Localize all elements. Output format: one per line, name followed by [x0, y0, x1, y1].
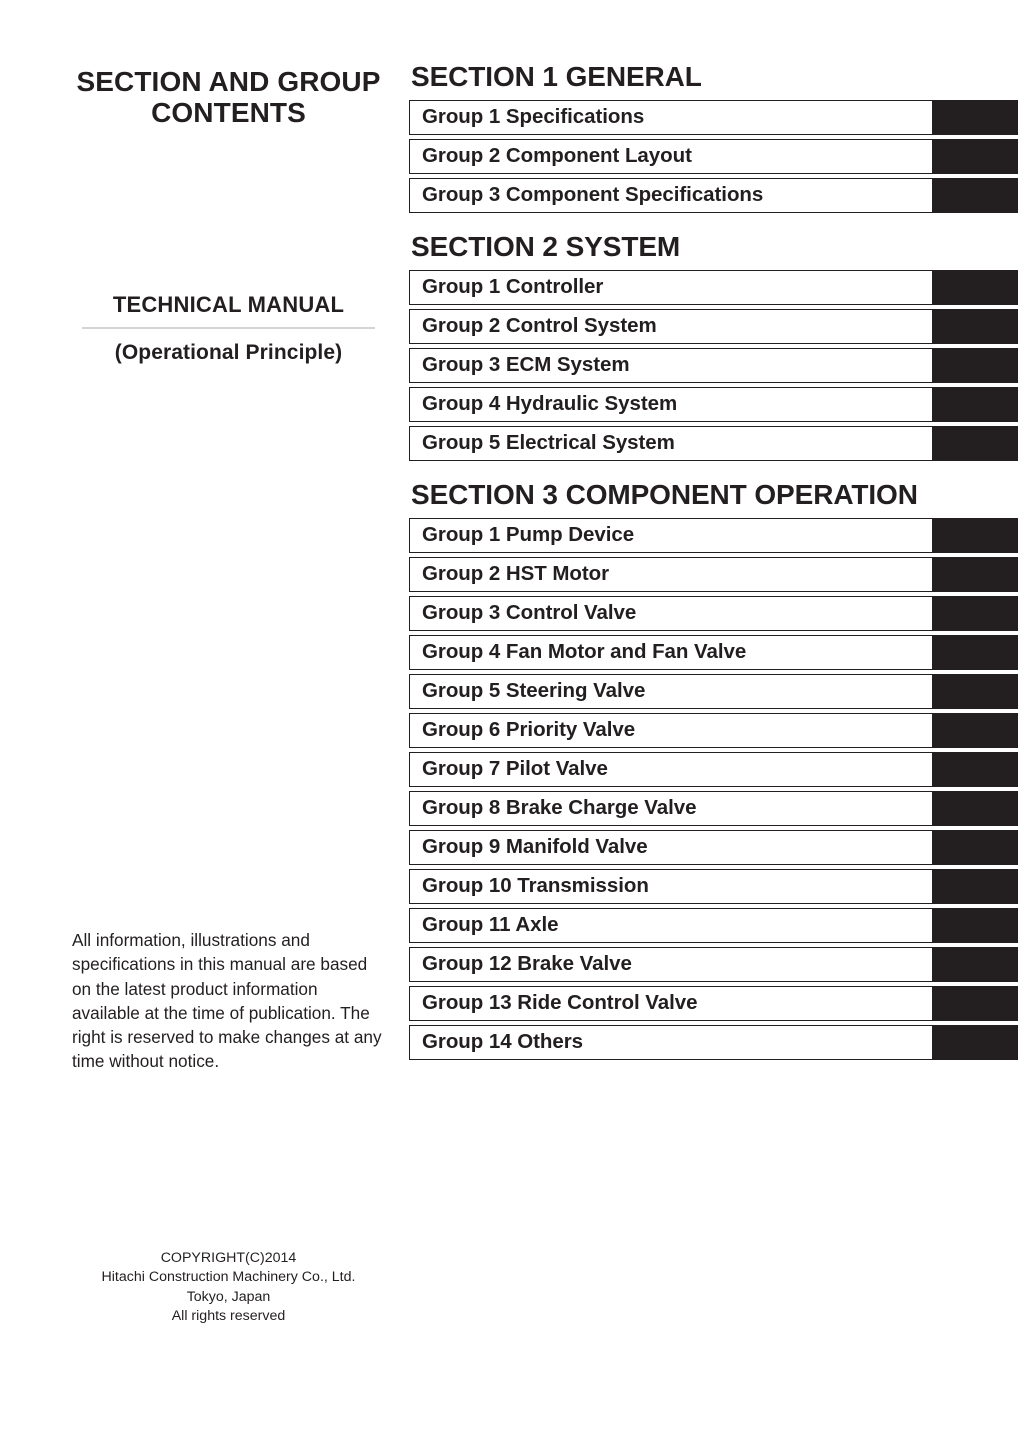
- group-row[interactable]: [409, 518, 1024, 553]
- section-thumb-tab: [932, 309, 1018, 344]
- group-box[interactable]: [409, 139, 933, 174]
- section-block: [409, 465, 1024, 1060]
- group-row[interactable]: [409, 635, 1024, 670]
- group-label: Group 11 Axle: [422, 913, 559, 937]
- section-thumb-tab: [932, 830, 1018, 865]
- left-column: [56, 0, 401, 1447]
- group-row[interactable]: [409, 270, 1024, 305]
- section-thumb-tab: [932, 869, 1018, 904]
- manual-block: [56, 292, 401, 365]
- group-row[interactable]: [409, 348, 1024, 383]
- group-box[interactable]: [409, 635, 933, 670]
- section-thumb-tab: [932, 596, 1018, 631]
- page-title-line-2: CONTENTS: [151, 97, 306, 129]
- section-thumb-tab: [932, 713, 1018, 748]
- group-label: Group 6 Priority Valve: [422, 718, 636, 742]
- section-thumb-tab: [932, 674, 1018, 709]
- group-label: Group 13 Ride Control Valve: [422, 991, 698, 1015]
- section-block: [409, 217, 1024, 461]
- section-thumb-tab: [932, 178, 1018, 213]
- section-thumb-tab: [932, 791, 1018, 826]
- group-box[interactable]: [409, 713, 933, 748]
- group-label: Group 3 Component Specifications: [422, 183, 764, 207]
- group-row[interactable]: [409, 309, 1024, 344]
- group-row[interactable]: [409, 596, 1024, 631]
- copyright-block: [56, 1249, 401, 1326]
- section-thumb-tab: [932, 426, 1018, 461]
- group-label: Group 5 Steering Valve: [422, 679, 646, 703]
- section-thumb-tab: [932, 752, 1018, 787]
- group-box[interactable]: [409, 596, 933, 631]
- group-row[interactable]: [409, 139, 1024, 174]
- section-thumb-tab: [932, 387, 1018, 422]
- section-block: [409, 0, 1024, 213]
- group-label: Group 7 Pilot Valve: [422, 757, 608, 781]
- group-row[interactable]: [409, 791, 1024, 826]
- section-thumb-tab: [932, 100, 1018, 135]
- group-label: Group 3 ECM System: [422, 353, 630, 377]
- section-thumb-tab: [932, 348, 1018, 383]
- group-label: Group 1 Controller: [422, 275, 604, 299]
- group-box[interactable]: [409, 309, 933, 344]
- group-row[interactable]: [409, 100, 1024, 135]
- group-label: Group 4 Fan Motor and Fan Valve: [422, 640, 747, 664]
- group-row[interactable]: [409, 830, 1024, 865]
- divider: [82, 327, 375, 329]
- copyright-line-3: Tokyo, Japan: [186, 1288, 271, 1305]
- page-title-line-1: SECTION AND GROUP: [76, 66, 381, 97]
- group-label: Group 3 Control Valve: [422, 601, 637, 625]
- section-thumb-tab: [932, 947, 1018, 982]
- group-box[interactable]: [409, 947, 933, 982]
- contents-column: [409, 0, 1024, 1064]
- group-row[interactable]: [409, 713, 1024, 748]
- group-row[interactable]: [409, 674, 1024, 709]
- group-row[interactable]: [409, 986, 1024, 1021]
- group-label: Group 2 HST Motor: [422, 562, 610, 586]
- group-label: Group 1 Specifications: [422, 105, 645, 129]
- group-box[interactable]: [409, 100, 933, 135]
- section-thumb-tab: [932, 1025, 1018, 1060]
- group-box[interactable]: [409, 830, 933, 865]
- copyright-line-1: COPYRIGHT(C)2014: [160, 1250, 297, 1266]
- group-label: Group 4 Hydraulic System: [422, 392, 678, 416]
- page-title: [56, 66, 401, 129]
- copyright-line-4: All rights reserved: [171, 1307, 286, 1324]
- group-row[interactable]: [409, 557, 1024, 592]
- group-row[interactable]: [409, 869, 1024, 904]
- group-box[interactable]: [409, 908, 933, 943]
- group-box[interactable]: [409, 270, 933, 305]
- group-box[interactable]: [409, 557, 933, 592]
- group-box[interactable]: [409, 178, 933, 213]
- group-row[interactable]: [409, 178, 1024, 213]
- group-box[interactable]: [409, 518, 933, 553]
- group-box[interactable]: [409, 986, 933, 1021]
- section-heading: SECTION 3 COMPONENT OPERATION: [411, 479, 918, 510]
- section-thumb-tab: [932, 635, 1018, 670]
- group-label: Group 12 Brake Valve: [422, 952, 632, 976]
- group-box[interactable]: [409, 426, 933, 461]
- group-box[interactable]: [409, 869, 933, 904]
- group-box[interactable]: [409, 752, 933, 787]
- group-row[interactable]: [409, 908, 1024, 943]
- group-label: Group 10 Transmission: [422, 874, 649, 898]
- group-box[interactable]: [409, 348, 933, 383]
- group-label: Group 2 Component Layout: [422, 144, 692, 168]
- section-thumb-tab: [932, 139, 1018, 174]
- manual-title: TECHNICAL MANUAL: [112, 292, 345, 317]
- manual-subtitle: (Operational Principle): [114, 341, 343, 365]
- section-heading: SECTION 1 GENERAL: [411, 61, 702, 92]
- section-thumb-tab: [932, 270, 1018, 305]
- group-label: Group 5 Electrical System: [422, 431, 675, 455]
- section-thumb-tab: [932, 557, 1018, 592]
- group-box[interactable]: [409, 1025, 933, 1060]
- group-box[interactable]: [409, 674, 933, 709]
- group-label: Group 9 Manifold Valve: [422, 835, 648, 859]
- group-row[interactable]: [409, 1025, 1024, 1060]
- group-box[interactable]: [409, 791, 933, 826]
- section-thumb-tab: [932, 908, 1018, 943]
- copyright-line-2: Hitachi Construction Machinery Co., Ltd.: [101, 1269, 356, 1286]
- disclaimer-text: All information, illustrations and specifications in this manual are based on the latest product information available at the time of publication. The right is reserved to make changes at any time without notice.: [72, 930, 382, 1072]
- group-label: Group 14 Others: [422, 1030, 584, 1054]
- group-row[interactable]: [409, 752, 1024, 787]
- group-row[interactable]: [409, 387, 1024, 422]
- group-row[interactable]: [409, 426, 1024, 461]
- group-row[interactable]: [409, 947, 1024, 982]
- section-thumb-tab: [932, 986, 1018, 1021]
- group-label: Group 2 Control System: [422, 314, 657, 338]
- section-heading: SECTION 2 SYSTEM: [411, 231, 681, 262]
- group-box[interactable]: [409, 387, 933, 422]
- group-label: Group 8 Brake Charge Valve: [422, 796, 697, 820]
- group-label: Group 1 Pump Device: [422, 523, 635, 547]
- section-thumb-tab: [932, 518, 1018, 553]
